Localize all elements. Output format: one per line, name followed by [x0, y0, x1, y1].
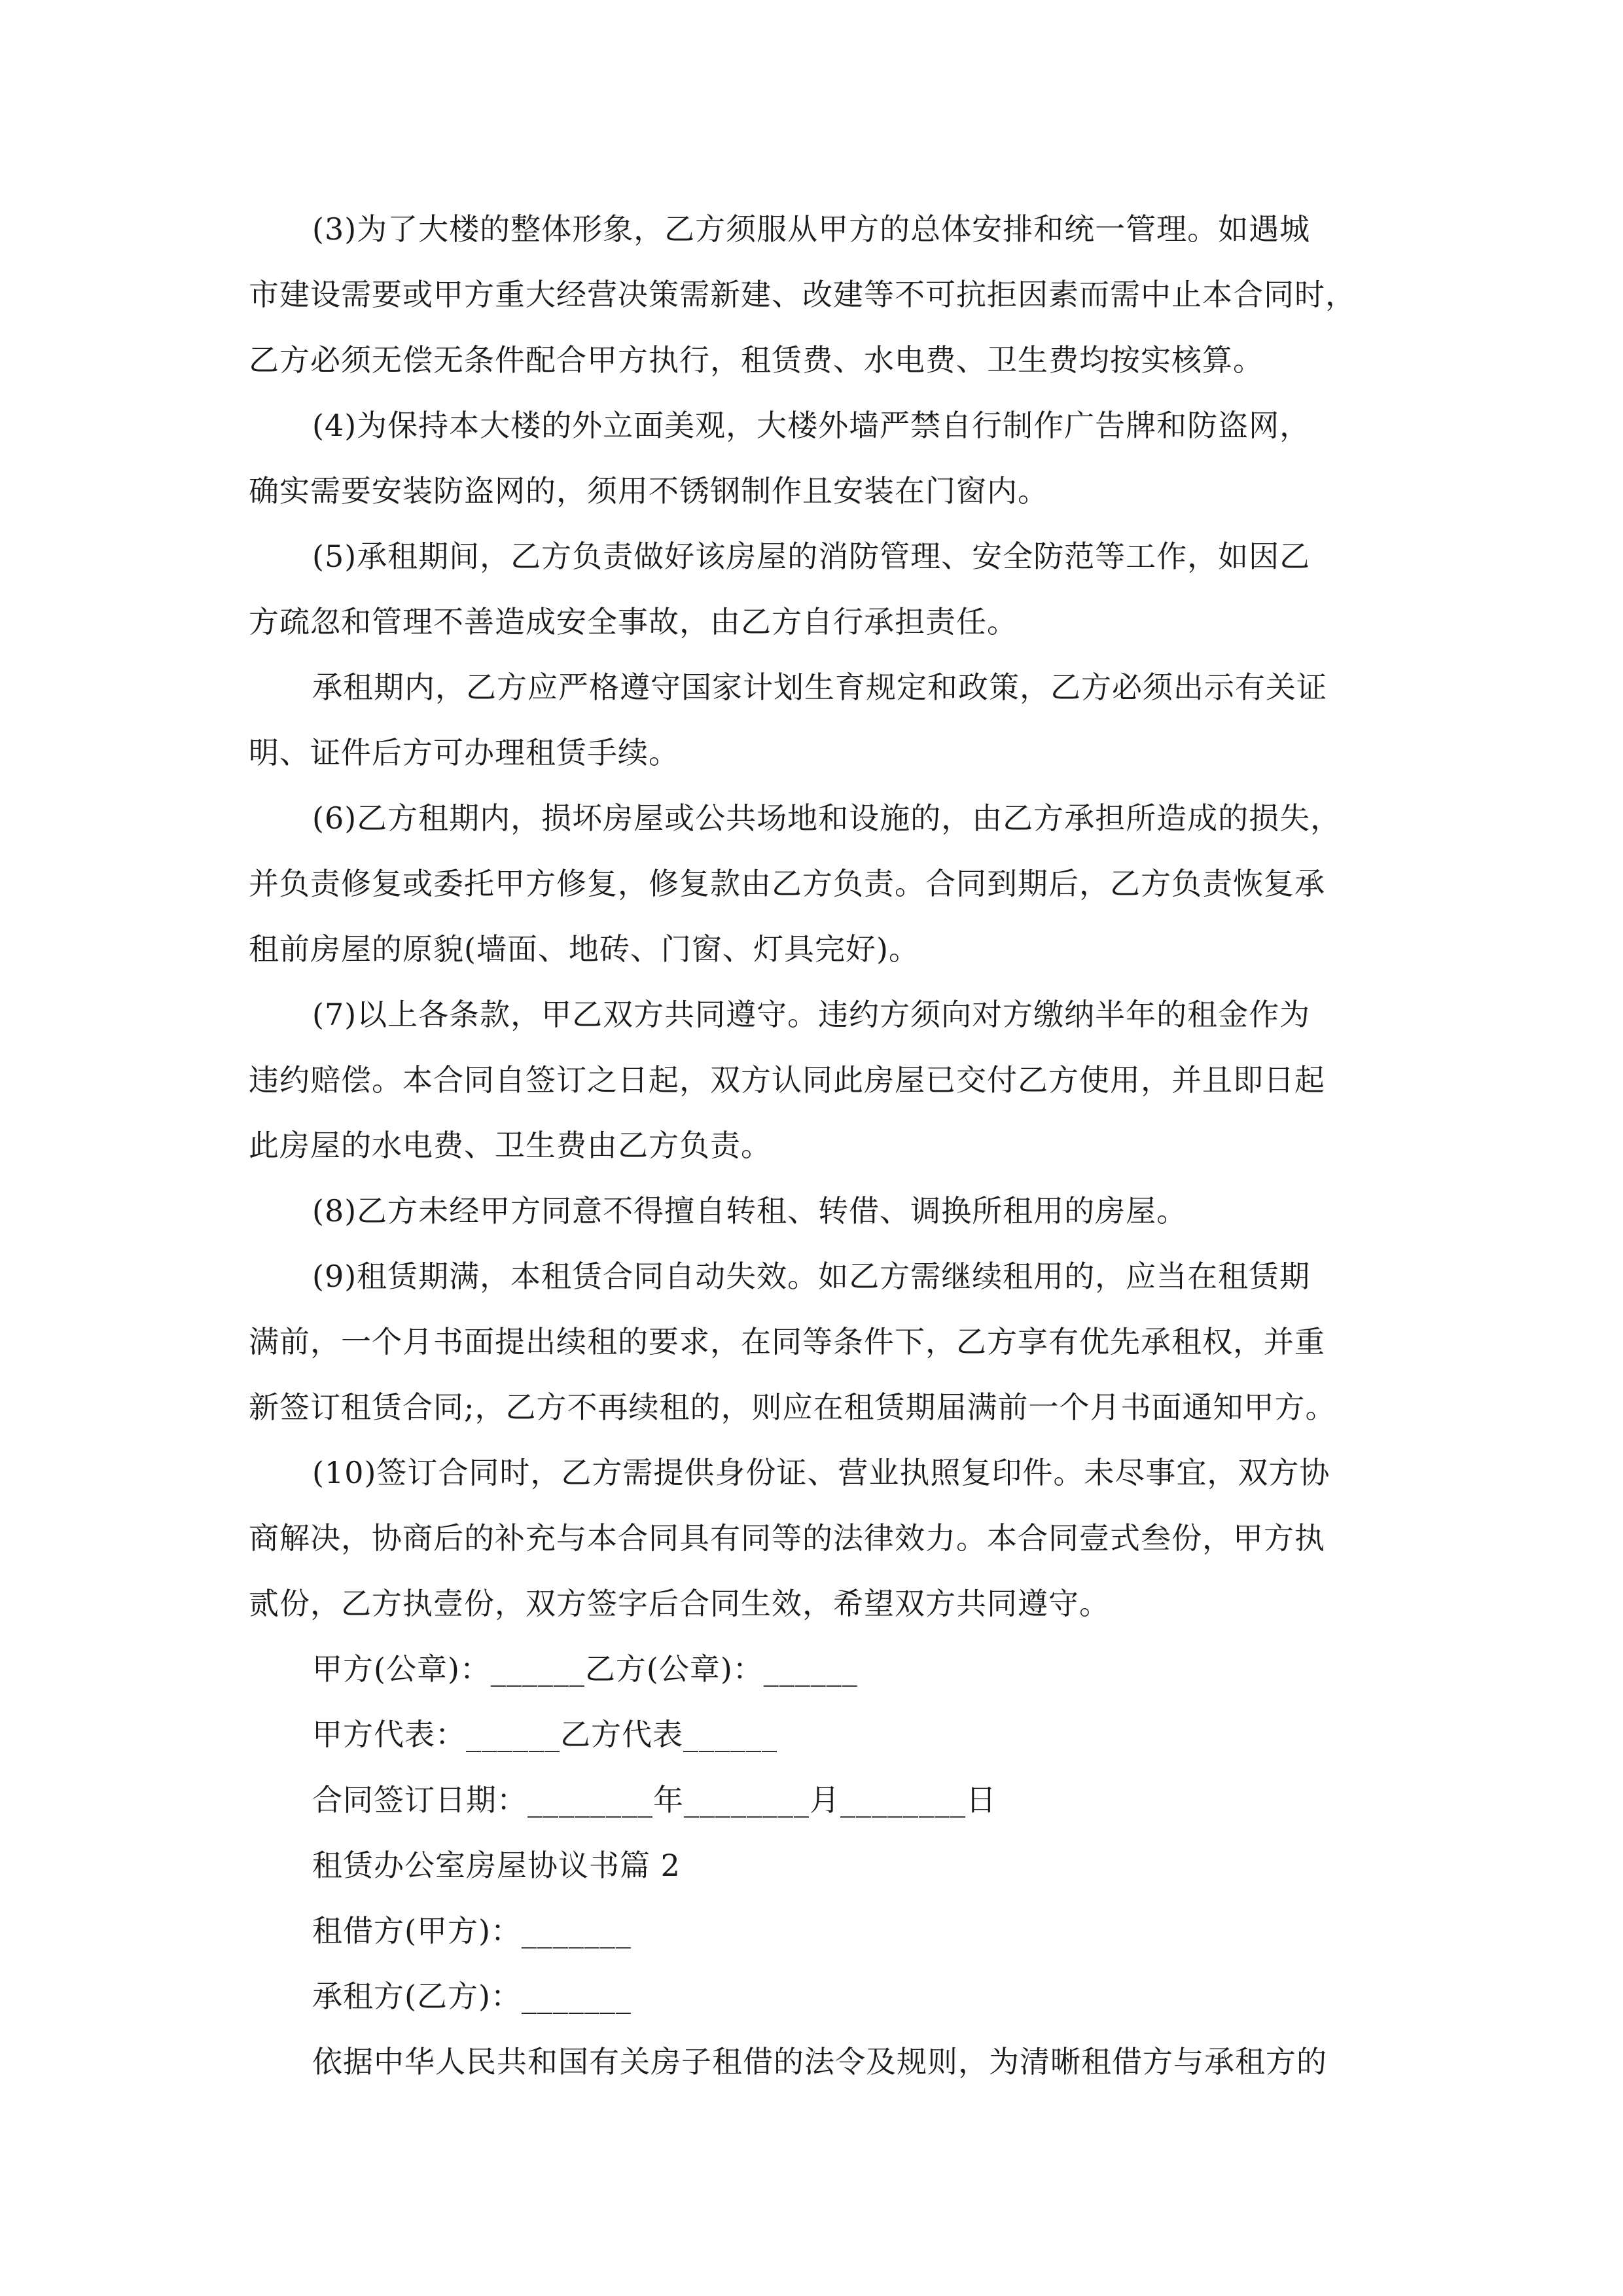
clause-9-line-1: (9)租赁期满，本租赁合同自动失效。如乙方需继续租用的，应当在租赁期	[312, 1259, 1311, 1294]
clause-7-line-3: 此房屋的水电费、卫生费由乙方负责。	[249, 1128, 772, 1163]
clause-5-line-1: (5)承租期间，乙方负责做好该房屋的消防管理、安全防范等工作，如因乙	[312, 539, 1311, 574]
clause-4-line-1: (4)为保持本大楼的外立面美观，大楼外墙严禁自行制作广告牌和防盗网，	[312, 408, 1311, 443]
lessee-line: 承租方(乙方)：_______	[312, 1979, 632, 2014]
clause-3-line-2: 市建设需要或甲方重大经营决策需新建、改建等不可抗拒因素而需中止本合同时，	[249, 277, 1356, 312]
clause-6-line-3: 租前房屋的原貌(墙面、地砖、门窗、灯具完好)。	[249, 931, 919, 967]
clause-3-line-3: 乙方必须无偿无条件配合甲方执行，租赁费、水电费、卫生费均按实核算。	[249, 342, 1264, 378]
clause-4-line-2: 确实需要安装防盗网的，须用不锈钢制作且安装在门窗内。	[249, 473, 1048, 509]
clause-7-line-2: 违约赔偿。本合同自签订之日起，双方认同此房屋已交付乙方使用，并且即日起	[249, 1062, 1325, 1098]
clause-5-line-2: 方疏忽和管理不善造成安全事故，由乙方自行承担责任。	[249, 604, 1018, 639]
clause-6-line-1: (6)乙方租期内，损坏房屋或公共场地和设施的，由乙方承担所造成的损失，	[312, 800, 1342, 836]
preamble-line-1: 依据中华人民共和国有关房子租借的法令及规则，为清晰租借方与承租方的	[312, 2044, 1327, 2079]
clause-9-line-2: 满前，一个月书面提出续租的要求，在同等条件下，乙方享有优先承租权，并重	[249, 1324, 1325, 1359]
clause-8-line-1: (8)乙方未经甲方同意不得擅自转租、转借、调换所租用的房屋。	[312, 1193, 1188, 1229]
clause-7-line-1: (7)以上各条款，甲乙双方共同遵守。违约方须向对方缴纳半年的租金作为	[312, 997, 1311, 1032]
signing-date-line: 合同签订日期：________年________月________日	[312, 1782, 997, 1818]
clause-3-line-1: (3)为了大楼的整体形象，乙方须服从甲方的总体安排和统一管理。如遇城	[312, 211, 1311, 247]
clause-10-line-2: 商解决，协商后的补充与本合同具有同等的法律效力。本合同壹式叁份，甲方执	[249, 1520, 1325, 1556]
clause-10-line-1: (10)签订合同时，乙方需提供身份证、营业执照复印件。未尽事宜，双方协	[312, 1455, 1330, 1490]
clause-6-line-2: 并负责修复或委托甲方修复，修复款由乙方负责。合同到期后，乙方负责恢复承	[249, 866, 1325, 901]
clause-9-line-3: 新签订租赁合同;，乙方不再续租的，则应在租赁期届满前一个月书面通知甲方。	[249, 1390, 1336, 1425]
section-title: 租赁办公室房屋协议书篇 2	[312, 1848, 681, 1883]
family-planning-line-2: 明、证件后方可办理租赁手续。	[249, 735, 679, 770]
party-representative-line: 甲方代表：______乙方代表______	[312, 1717, 777, 1752]
lessor-line: 租借方(甲方)：_______	[312, 1913, 632, 1948]
clause-10-line-3: 贰份，乙方执壹份，双方签字后合同生效，希望双方共同遵守。	[249, 1586, 1110, 1621]
party-seal-line: 甲方(公章)：______乙方(公章)：______	[312, 1651, 858, 1687]
family-planning-line-1: 承租期内，乙方应严格遵守国家计划生育规定和政策，乙方必须出示有关证	[312, 670, 1327, 705]
